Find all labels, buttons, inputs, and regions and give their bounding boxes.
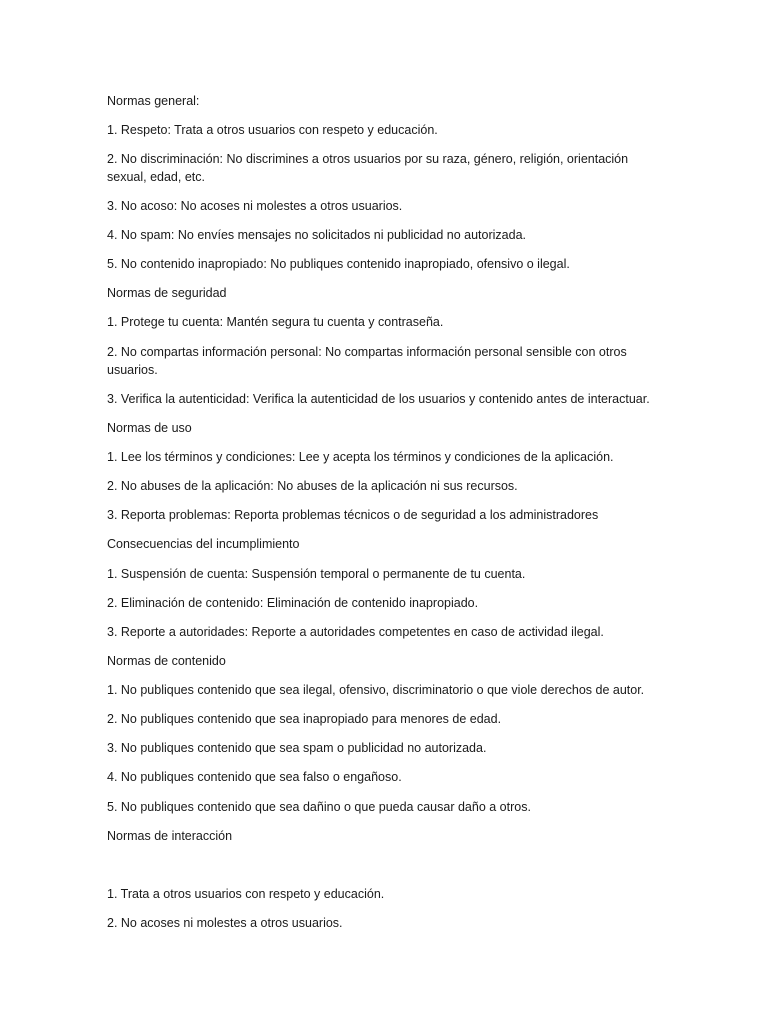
paragraph: 2. No publiques contenido que sea inapropiado para menores de edad. [107, 712, 502, 726]
paragraph: 4. No spam: No envíes mensajes no solicitados ni publicidad no autorizada. [107, 228, 526, 242]
paragraph: 3. No publiques contenido que sea spam o publicidad no autorizada. [107, 741, 487, 755]
heading-normas-interaccion: Normas de interacción [107, 829, 233, 843]
paragraph: 1. Trata a otros usuarios con respeto y educación. [107, 887, 385, 901]
paragraph: 1. Protege tu cuenta: Mantén segura tu cuenta y contraseña. [107, 315, 444, 329]
paragraph: 5. No publiques contenido que sea dañino o que pueda causar daño a otros. [107, 800, 531, 814]
heading-normas-uso: Normas de uso [107, 421, 192, 435]
paragraph: 5. No contenido inapropiado: No publiques contenido inapropiado, ofensivo o ilegal. [107, 257, 570, 271]
paragraph: 2. No abuses de la aplicación: No abuses de la aplicación ni sus recursos. [107, 479, 518, 493]
paragraph: 2. Eliminación de contenido: Eliminación de contenido inapropiado. [107, 596, 479, 610]
paragraph: 4. No publiques contenido que sea falso o engañoso. [107, 770, 402, 784]
paragraph: 2. No compartas información personal: No compartas información personal sensible con otros usuarios. [107, 345, 627, 377]
heading-normas-general: Normas general: [107, 94, 200, 108]
paragraph: 1. Suspensión de cuenta: Suspensión temporal o permanente de tu cuenta. [107, 567, 526, 581]
heading-normas-contenido: Normas de contenido [107, 654, 226, 668]
paragraph: 2. No discriminación: No discrimines a otros usuarios por su raza, género, religión, orientación sexual, edad, etc. [107, 152, 629, 184]
paragraph: 2. No acoses ni molestes a otros usuarios. [107, 916, 343, 930]
paragraph: 1. Lee los términos y condiciones: Lee y acepta los términos y condiciones de la aplicación. [107, 450, 614, 464]
paragraph: 1. No publiques contenido que sea ilegal, ofensivo, discriminatorio o que viole derechos de autor. [107, 683, 645, 697]
paragraph: 3. No acoso: No acoses ni molestes a otros usuarios. [107, 199, 403, 213]
paragraph: 3. Reporte a autoridades: Reporte a autoridades competentes en caso de actividad ilegal. [107, 625, 604, 639]
paragraph: 3. Reporta problemas: Reporta problemas técnicos o de seguridad a los administradores [107, 508, 599, 522]
paragraph: 3. Verifica la autenticidad: Verifica la autenticidad de los usuarios y contenido antes de interactuar. [107, 392, 650, 406]
paragraph: 1. Respeto: Trata a otros usuarios con respeto y educación. [107, 123, 438, 137]
heading-consecuencias: Consecuencias del incumplimiento [107, 537, 300, 551]
heading-normas-seguridad: Normas de seguridad [107, 286, 227, 300]
